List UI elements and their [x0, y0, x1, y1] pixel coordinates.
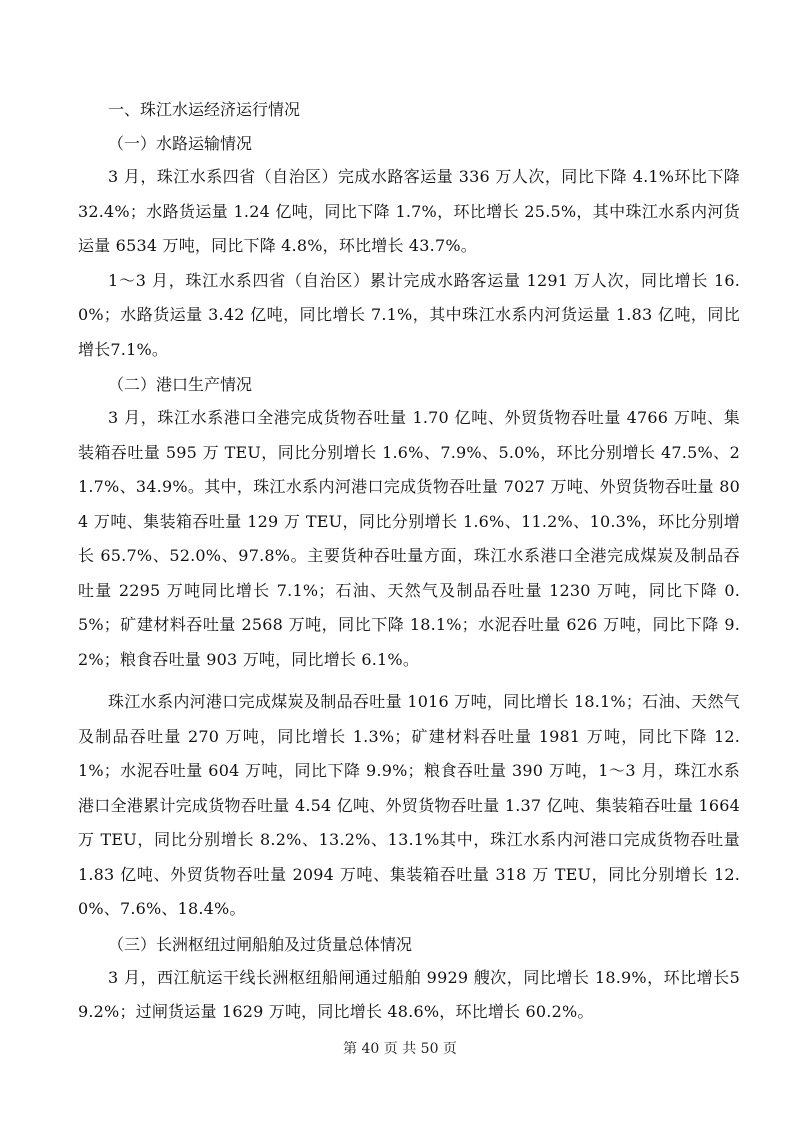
document-body: [78, 94, 740, 1030]
paragraph-q1-transport: 1～3 月，珠江水系四省（自治区）累计完成水路客运量 1291 万人次，同比增长 16.0%；水路货运量 3.42 亿吨，同比增长 7.1%，其中珠江水系内河货运量 1.83 亿吨，同比增长7.1%。: [78, 270, 740, 359]
subsection-title-port-production: （二）港口生产情况: [108, 375, 253, 394]
section-title: 一、珠江水运经济运行情况: [108, 100, 301, 119]
paragraph-march-lock: 3 月，西江航运干线长洲枢纽船闸通过船舶 9929 艘次，同比增长 18.9%，环比增长59.2%；过闸货运量 1629 万吨，同比增长 48.6%，环比增长 60.2%。: [78, 967, 740, 1021]
paragraph-march-transport: 3 月，珠江水系四省（自治区）完成水路客运量 336 万人次，同比下降 4.1%环比下降32.4%；水路货运量 1.24 亿吨，同比下降 1.7%，环比增长 25.5%，其中珠江水系内河货运量 6534 万吨，同比下降 4.8%，环比增长 43.7%。: [78, 167, 740, 255]
paragraph-march-port: 3 月，珠江水系港口全港完成货物吞吐量 1.70 亿吨、外贸货物吞吐量 4766 万吨、集装箱吞吐量 595 万 TEU，同比分别增长 1.6%、7.9%、5.0%，环比分别增长 47.5%、21.7%、34.9%。其中，珠江水系内河港口完成货物吞吐量 7027 万吨、外贸货物吞吐量 804 万吨、集装箱吞吐量 129 万 TEU，同比分别增长 1.6%、11.2%、10.3%，环比分别增长 65.7%、52.0%、97.8%。主要货种吞吐量方面，珠江水系港口全港完成煤炭及制品吞吐量 2295 万吨同比增长 7.1%；石油、天然气及制品吞吐量 1230 万吨，同比下降 0.5%；矿建材料吞吐量 2568 万吨，同比下降 18.1%；水泥吞吐量 626 万吨，同比下降 9.2%；粮食吞吐量 903 万吨，同比增长 6.1%。: [78, 408, 740, 669]
paragraph-inland-port: 珠江水系内河港口完成煤炭及制品吞吐量 1016 万吨，同比增长 18.1%；石油、天然气及制品吞吐量 270 万吨，同比增长 1.3%；矿建材料吞吐量 1981 万吨，同比下降 12.1%；水泥吞吐量 604 万吨，同比下降 9.9%；粮食吞吐量 390 万吨，1～3 月，珠江水系港口全港累计完成货物吞吐量 4.54 亿吨、外贸货物吞吐量 1.37 亿吨、集装箱吞吐量 1664 万 TEU，同比分别增长 8.2%、13.2%、13.1%其中，珠江水系内河港口完成货物吞吐量 1.83 亿吨、外贸货物吞吐量 2094 万吨、集装箱吞吐量 318 万 TEU，同比分别增长 12.0%、7.6%、18.4%。: [78, 692, 740, 918]
subsection-title-waterway-transport: （一）水路运输情况: [108, 134, 253, 153]
subsection-title-changzhou-lock: （三）长洲枢纽过闸船舶及过货量总体情况: [108, 934, 413, 954]
page-footer: 第 40 页 共 50 页: [343, 1041, 457, 1057]
